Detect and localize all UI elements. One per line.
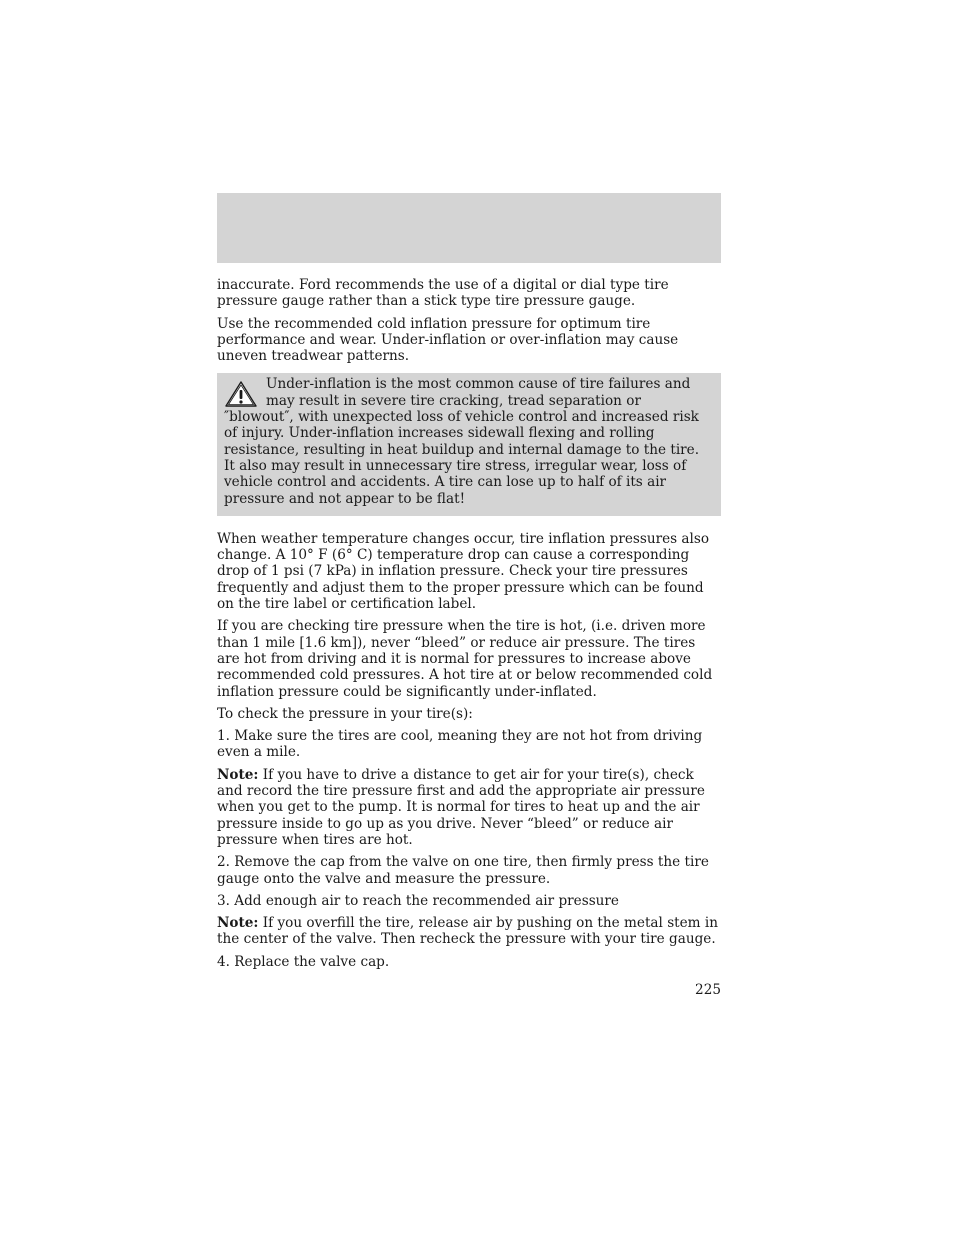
- note-text: If you overfill the tire, release air by pushing on the metal stem in the center of the valve. Then recheck the pressure with your tire gauge.: [217, 915, 718, 948]
- step-4: 4. Replace the valve cap.: [217, 953, 390, 970]
- step-3: 3. Add enough air to reach the recommended air pressure: [217, 892, 619, 909]
- warning-box: [217, 373, 721, 515]
- step-1: 1. Make sure the tires are cool, meaning they are not hot from driving even a mile.: [217, 728, 703, 761]
- paragraph-temperature-change: When weather temperature changes occur, tire inflation pressures also change. A 10° F (6° C) temperature drop can cause a corresponding drop of 1 psi (7 kPa) in inflation pressure. Check your tire pressures frequently and adjust them to the proper pressure which can be found on the tire label or certification label.: [217, 530, 710, 613]
- page-number: 225: [695, 982, 721, 998]
- warning-triangle-icon: [224, 380, 258, 408]
- note-drive-distance: [217, 767, 721, 848]
- step-2: 2. Remove the cap from the valve on one tire, then firmly press the tire gauge onto the valve and measure the pressure.: [217, 854, 709, 887]
- paragraph-cold-inflation: Use the recommended cold inflation pressure for optimum tire performance and wear. Under-inflation or over-inflation may cause uneven treadwear patterns.: [217, 315, 679, 365]
- page-content: [217, 277, 721, 976]
- note-text: If you have to drive a distance to get air for your tire(s), check and record the tire pressure first and add the appropriate air pressure when you get to the pump. It is normal for tires to heat up and the air pressure inside to go up as you drive. Never “bleed” or reduce air pressure when tires are hot.: [217, 766, 705, 848]
- warning-text: Under-inflation is the most common cause of tire failures and may result in severe tire cracking, tread separation or ″blowout″, with unexpected loss of vehicle control and increased risk of injury. Under-inflation increases sidewall flexing and rolling resistance, resulting in heat buildup and internal damage to the tire. It also may result in unnecessary tire stress, irregular wear, loss of vehicle control and accidents. A tire can lose up to half of its air pressure and not appear to be flat!: [224, 376, 700, 507]
- header-band: [217, 193, 721, 263]
- note-overfill: [217, 915, 721, 948]
- note-label: Note:: [217, 766, 259, 783]
- paragraph-hot-tire: If you are checking tire pressure when the tire is hot, (i.e. driven more than 1 mile [1.6 km]), never “bleed” or reduce air pressure. The tires are hot from driving and it is normal for pressures to increase above recommended cold pressures. A hot tire at or below recommended cold inflation pressure could be significantly under-inflated.: [217, 618, 713, 700]
- note-label: Note:: [217, 915, 259, 932]
- paragraph-check-intro: To check the pressure in your tire(s):: [217, 705, 473, 722]
- paragraph-gauge-recommendation: inaccurate. Ford recommends the use of a digital or dial type tire pressure gauge rather than a stick type tire pressure gauge.: [217, 277, 669, 310]
